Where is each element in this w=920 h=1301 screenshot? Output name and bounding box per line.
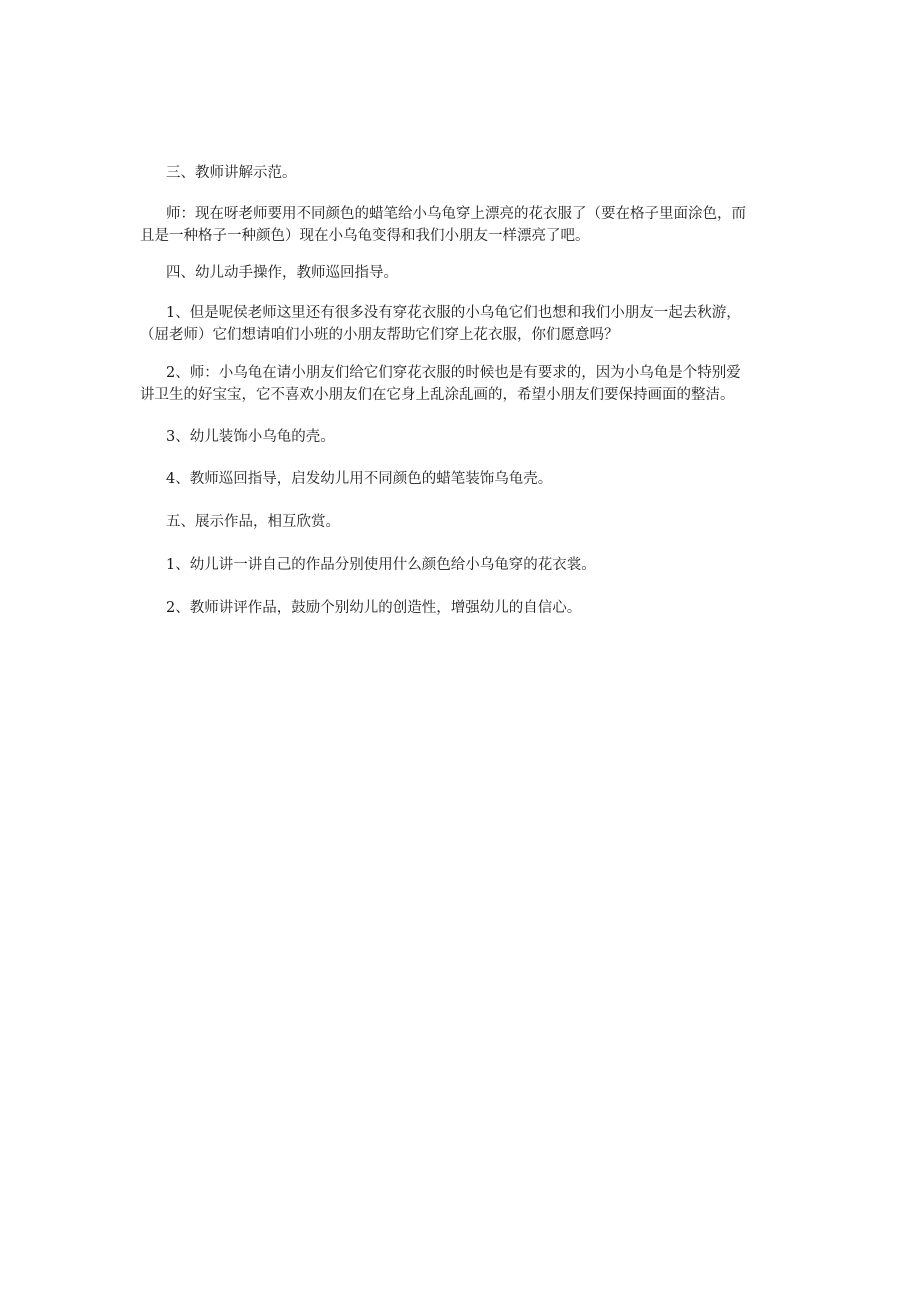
section4-item2 — [140, 362, 790, 406]
section4-item1-line2: （屈老师）它们想请咱们小班的小朋友帮助它们穿上花衣服，你们愿意吗？ — [140, 327, 619, 343]
section4-item4 — [140, 468, 790, 490]
section4-item2-line2: 讲卫生的好宝宝，它不喜欢小朋友们在它身上乱涂乱画的，希望小朋友们要保持画面的整洁。 — [140, 387, 735, 403]
section4-heading-text: 四、幼儿动手操作，教师巡回指导。 — [166, 265, 398, 281]
section3-heading-text: 三、教师讲解示范。 — [166, 165, 297, 181]
section4-item3-text: 3、幼儿装饰小乌龟的壳。 — [166, 429, 335, 445]
section3-paragraph-line2: 且是一种格子一种颜色）现在小乌龟变得和我们小朋友一样漂亮了吧。 — [140, 228, 590, 244]
section5-item1-text: 1、幼儿讲一讲自己的作品分别使用什么颜色给小乌龟穿的花衣裳。 — [166, 557, 596, 573]
section4-item2-line1: 2、师：小乌龟在请小朋友们给它们穿花衣服的时候也是有要求的，因为小乌龟是个特别爱 — [166, 365, 741, 381]
section4-heading — [140, 262, 790, 284]
section4-item1-line1: 1、但是呢侯老师这里还有很多没有穿花衣服的小乌龟它们也想和我们小朋友一起去秋游， — [166, 305, 741, 321]
section3-paragraph — [140, 203, 790, 247]
section4-item3 — [140, 426, 790, 448]
section3-paragraph-line1: 师：现在呀老师要用不同颜色的蜡笔给小乌龟穿上漂亮的花衣服了（要在格子里面涂色，而 — [166, 206, 746, 222]
section4-item1 — [140, 302, 790, 346]
section5-item2 — [140, 597, 790, 619]
section5-heading — [140, 511, 790, 533]
section5-item2-text: 2、教师讲评作品，鼓励个别幼儿的创造性，增强幼儿的自信心。 — [166, 600, 582, 616]
section5-item1 — [140, 554, 790, 576]
section5-heading-text: 五、展示作品，相互欣赏。 — [166, 514, 340, 530]
section3-heading — [140, 162, 790, 184]
section4-item4-text: 4、教师巡回指导，启发幼儿用不同颜色的蜡笔装饰乌龟壳。 — [166, 471, 553, 487]
